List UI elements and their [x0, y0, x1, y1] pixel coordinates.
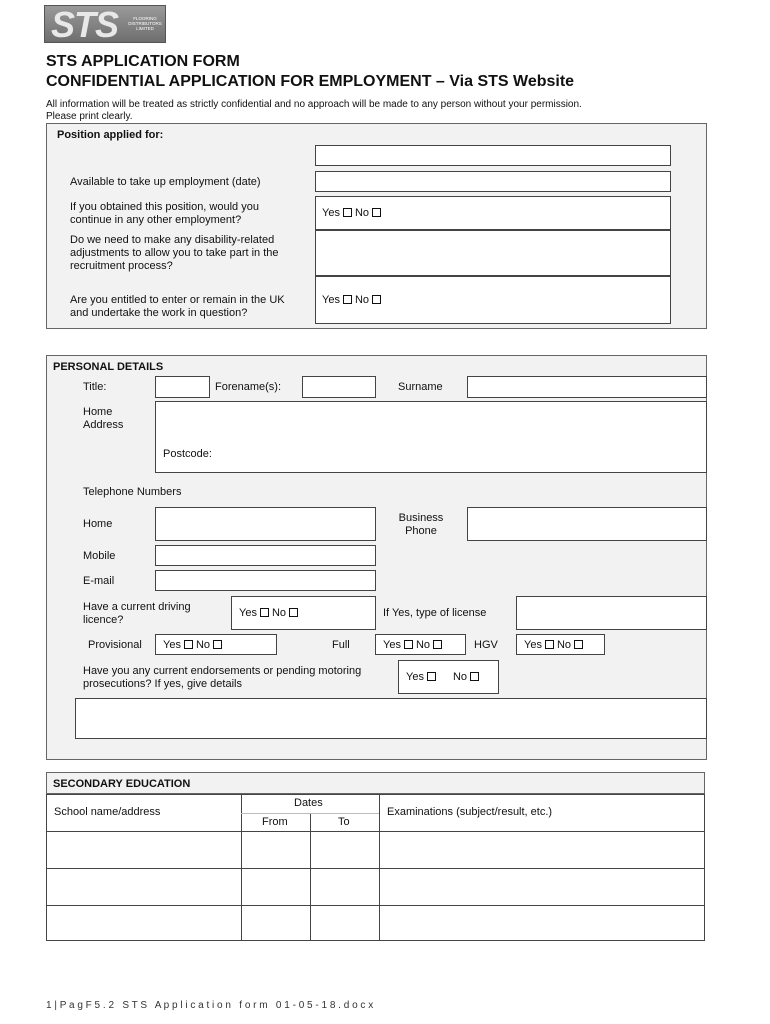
hgv-label: HGV: [474, 639, 498, 651]
licence-question: Have a current driving licence?: [83, 601, 191, 626]
license-type-input[interactable]: [516, 596, 707, 630]
mobile-label: Mobile: [83, 550, 116, 562]
title-input[interactable]: [155, 376, 210, 398]
entitled-question: Are you entitled to enter or remain in the UK and undertake the work in question?: [70, 294, 285, 319]
surname-label: Surname: [398, 381, 443, 393]
email-label: E-mail: [83, 575, 115, 587]
form-title: STS APPLICATION FORM: [46, 53, 240, 70]
endorsements-yes-checkbox[interactable]: [427, 672, 436, 681]
provisional-yes-no: Yes No: [163, 639, 225, 652]
home-address-input[interactable]: [155, 401, 707, 473]
table-row[interactable]: [47, 831, 704, 869]
full-label: Full: [332, 639, 350, 651]
full-yes-checkbox[interactable]: [404, 640, 413, 649]
endorsements-question: Have you any current endorsements or pending motoring prosecutions? If yes, give details: [83, 665, 362, 690]
to-header: To: [338, 816, 350, 828]
endorsements-yes-no: Yes No: [406, 671, 482, 684]
disability-answer-box[interactable]: [315, 230, 671, 276]
provisional-yes-checkbox[interactable]: [184, 640, 193, 649]
dates-header: Dates: [294, 797, 323, 809]
page-footer: 1 | P a g F 5 . 2 S T S A p p l i c a t i o n f o r m 0 1 - 0 5 - 1 8 . d o c x: [46, 1000, 374, 1011]
from-header: From: [262, 816, 288, 828]
hgv-no-checkbox[interactable]: [574, 640, 583, 649]
continue-question: If you obtained this position, would you continue in any other employment?: [70, 201, 259, 226]
business-phone-input[interactable]: [467, 507, 707, 541]
education-heading: SECONDARY EDUCATION: [53, 778, 191, 790]
full-yes-no: Yes No: [383, 639, 445, 652]
continue-yes-checkbox[interactable]: [343, 208, 352, 217]
personal-heading: PERSONAL DETAILS: [53, 361, 164, 373]
form-subtitle: CONFIDENTIAL APPLICATION FOR EMPLOYMENT – Via STS Website: [46, 73, 575, 90]
title-label: Title:: [83, 381, 107, 393]
position-input[interactable]: [315, 145, 671, 166]
entitled-yes-no: Yes No: [322, 294, 384, 307]
mobile-input[interactable]: [155, 545, 376, 566]
logo-text: STS: [51, 4, 119, 45]
disability-question: Do we need to make any disability-related adjustments to allow you to take part in the recruitment process?: [70, 234, 279, 272]
licence-no-checkbox[interactable]: [289, 608, 298, 617]
endorsements-details-input[interactable]: [75, 698, 707, 739]
postcode-label: Postcode:: [163, 448, 212, 460]
provisional-no-checkbox[interactable]: [213, 640, 222, 649]
exams-header: Examinations (subject/result, etc.): [387, 806, 553, 818]
hgv-yes-checkbox[interactable]: [545, 640, 554, 649]
home-phone-label: Home: [83, 518, 113, 530]
surname-input[interactable]: [467, 376, 707, 398]
logo-tagline: FLOORING DISTRIBUTORS LIMITED: [128, 16, 162, 31]
full-no-checkbox[interactable]: [433, 640, 442, 649]
home-phone-input[interactable]: [155, 507, 376, 541]
email-input[interactable]: [155, 570, 376, 591]
license-type-label: If Yes, type of license: [383, 607, 487, 619]
business-phone-label: Business Phone: [398, 512, 444, 537]
entitled-no-checkbox[interactable]: [372, 295, 381, 304]
table-row[interactable]: [47, 905, 704, 940]
school-header: School name/address: [54, 806, 161, 818]
continue-no-checkbox[interactable]: [372, 208, 381, 217]
licence-yes-checkbox[interactable]: [260, 608, 269, 617]
position-heading: Position applied for:: [57, 129, 164, 141]
home-address-label: Home Address: [83, 406, 124, 431]
continue-yes-no: Yes No: [322, 207, 384, 220]
entitled-yes-checkbox[interactable]: [343, 295, 352, 304]
available-label: Available to take up employment (date): [70, 176, 261, 188]
available-date-input[interactable]: [315, 171, 671, 192]
forenames-label: Forename(s):: [215, 381, 282, 393]
intro-text: All information will be treated as strictly confidential and no approach will be made to any person without your permission.: [46, 99, 582, 110]
logo: [44, 5, 166, 43]
hgv-yes-no: Yes No: [524, 639, 586, 652]
provisional-label: Provisional: [88, 639, 142, 651]
forenames-input[interactable]: [302, 376, 376, 398]
endorsements-no-checkbox[interactable]: [470, 672, 479, 681]
intro-text-2: Please print clearly.: [46, 111, 133, 122]
table-row[interactable]: [47, 868, 704, 906]
licence-yes-no: Yes No: [239, 607, 301, 620]
telephone-label: Telephone Numbers: [83, 486, 182, 498]
